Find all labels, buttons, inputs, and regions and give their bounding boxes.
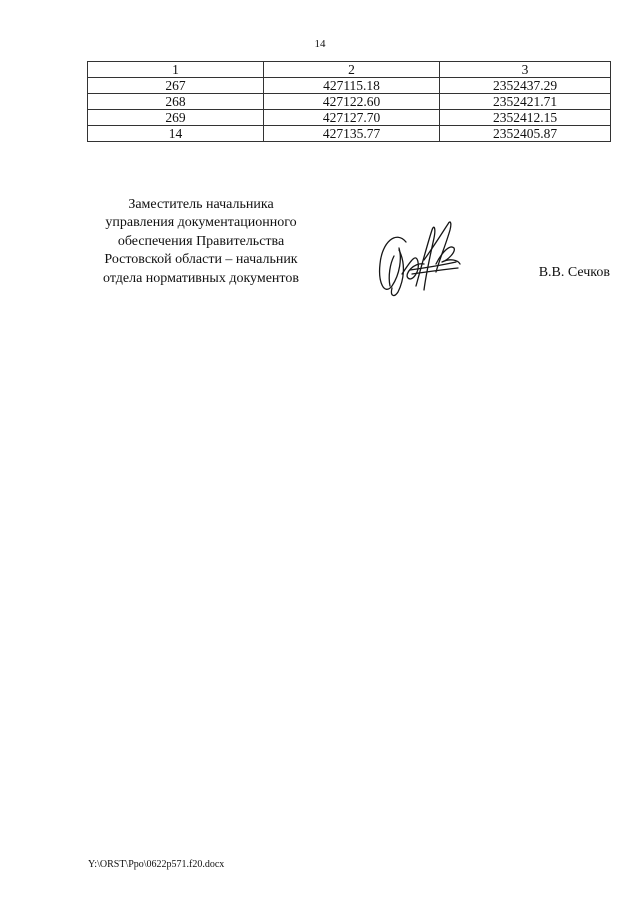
signer-title (85, 196, 317, 288)
signer-title-line: обеспечения Правительства (117, 233, 285, 249)
signer-title-line: управления документационного (105, 215, 297, 231)
signer-title-line: Ростовской области – начальник (104, 252, 298, 268)
y-coordinate-cell: 2352437.29 (440, 78, 611, 94)
point-number-cell: 269 (88, 110, 264, 126)
coordinates-table (87, 61, 611, 142)
table-row (88, 78, 611, 94)
column-header: 2 (264, 62, 440, 78)
y-coordinate-cell: 2352412.15 (440, 110, 611, 126)
y-coordinate-cell: 2352405.87 (440, 126, 611, 142)
y-coordinate-cell: 2352421.71 (440, 94, 611, 110)
column-header: 3 (440, 62, 611, 78)
x-coordinate-cell: 427135.77 (264, 126, 440, 142)
x-coordinate-cell: 427122.60 (264, 94, 440, 110)
table-row (88, 110, 611, 126)
handwritten-signature (372, 212, 468, 300)
point-number-cell: 14 (88, 126, 264, 142)
signer-title-line: Заместитель начальника (128, 197, 274, 212)
signer-name: В.В. Сечков (538, 265, 610, 280)
x-coordinate-cell: 427115.18 (264, 78, 440, 94)
table-row (88, 94, 611, 110)
x-coordinate-cell: 427127.70 (264, 110, 440, 126)
signer-title-line: отдела нормативных документов (103, 270, 299, 286)
column-header: 1 (88, 62, 264, 78)
file-path-footer: Y:\ORST\Ppo\0622p571.f20.docx (88, 859, 225, 870)
table-header-row (88, 62, 611, 78)
table-row (88, 126, 611, 142)
point-number-cell: 267 (88, 78, 264, 94)
point-number-cell: 268 (88, 94, 264, 110)
page-number: 14 (314, 38, 326, 50)
